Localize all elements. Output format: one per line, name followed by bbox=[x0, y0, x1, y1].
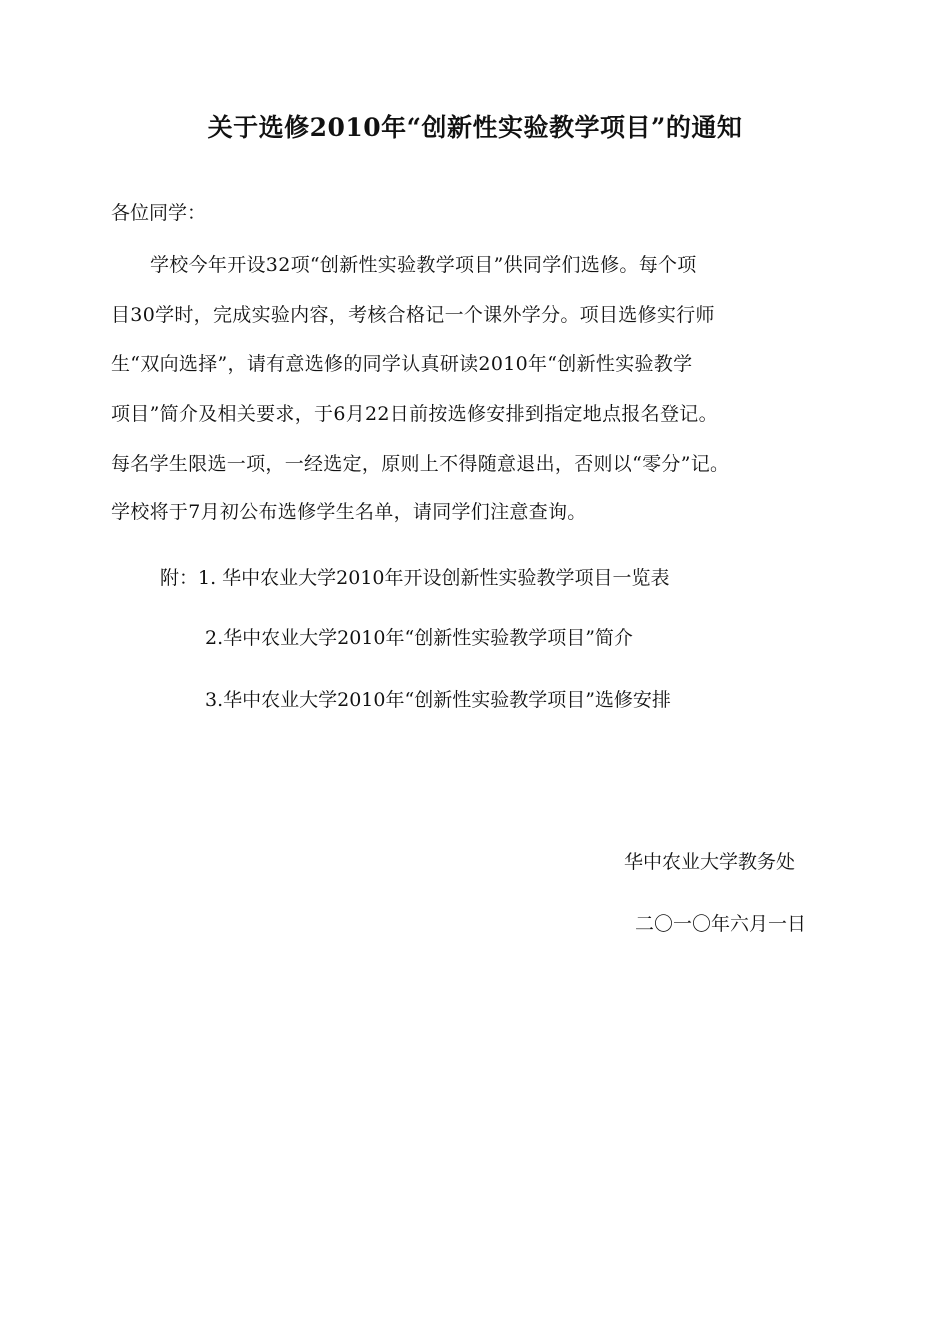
body-line-5: 每名学生限选一项，一经选定，原则上不得随意退出，否则以“零分”记。 bbox=[111, 453, 730, 475]
body-line-6: 学校将于7月初公布选修学生名单，请同学们注意查询。 bbox=[111, 501, 587, 523]
page-title: 关于选修2010年“创新性实验教学项目”的通知 bbox=[207, 113, 743, 142]
issue-date: 二〇一〇年六月一日 bbox=[635, 913, 807, 935]
attachment-1: 附：1. 华中农业大学2010年开设创新性实验教学项目一览表 bbox=[160, 567, 670, 589]
issuer: 华中农业大学教务处 bbox=[624, 851, 796, 873]
attachment-2: 2.华中农业大学2010年“创新性实验教学项目”简介 bbox=[205, 627, 633, 649]
body-line-1: 学校今年开设32项“创新性实验教学项目”供同学们选修。每个项 bbox=[150, 254, 697, 276]
body-line-2: 目30学时，完成实验内容，考核合格记一个课外学分。项目选修实行师 bbox=[111, 304, 715, 326]
attachment-3: 3.华中农业大学2010年“创新性实验教学项目”选修安排 bbox=[205, 689, 671, 711]
body-line-3: 生“双向选择”，请有意选修的同学认真研读2010年“创新性实验教学 bbox=[111, 353, 693, 375]
salutation: 各位同学： bbox=[111, 202, 207, 224]
body-line-4: 项目”简介及相关要求，于6月22日前按选修安排到指定地点报名登记。 bbox=[111, 403, 718, 425]
